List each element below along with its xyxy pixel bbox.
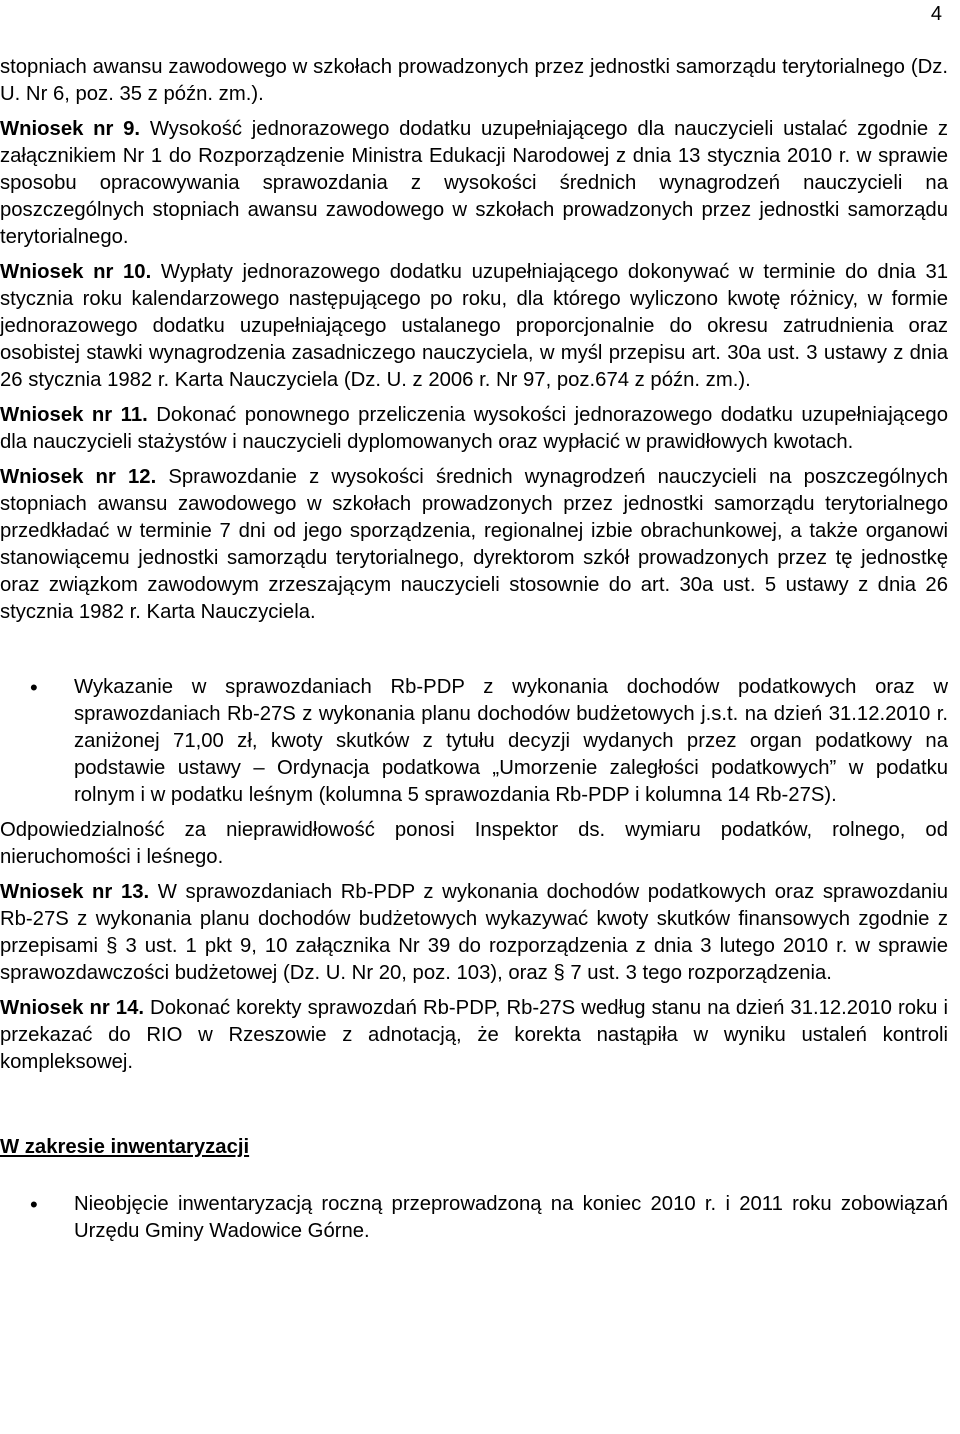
recommendation-9 [0,116,948,251]
recommendation-text: Wysokość jednorazowego dodatku uzupełniającego dla nauczycieli ustalać zgodnie z załącznikiem Nr 1 do Rozporządzenie Ministra Edukacji Narodowej z dnia 13 stycznia 2010 r. w sprawie sposobu opracowywania sprawozdania z wysokości średnich wynagrodzeń nauczycieli na poszczególnych stopniach awansu zawodowego w szkołach prowadzonych przez jednostki samorządu terytorialnego. [0,118,948,248]
recommendation-label: Wniosek nr 10. [0,261,152,283]
inventory-findings-list [0,1191,948,1245]
recommendation-label: Wniosek nr 9. [0,118,141,140]
recommendation-11 [0,402,948,456]
recommendation-text: Sprawozdanie z wysokości średnich wynagrodzeń nauczycieli na poszczególnych stopniach awansu zawodowego w szkołach prowadzonych przez jednostki samorządu terytorialnego przedkładać w terminie 7 dni od jego sporządzenia, regionalnej izbie obrachunkowej, a także organowi stanowiącemu jednostki samorządu terytorialnego, dyrektorom szkół prowadzonych przez tę jednostkę oraz związkom zawodowym zrzeszającym nauczycieli stosownie do art. 30a ust. 5 ustawy z dnia 26 stycznia 1982 r. Karta Nauczyciela. [0,466,948,623]
recommendation-text: Dokonać korekty sprawozdań Rb-PDP, Rb-27S według stanu na dzień 31.12.2010 roku i przekazać do RIO w Rzeszowie z adnotacją, że korekta nastąpiła w wyniku ustaleń kontroli kompleksowej. [0,997,948,1073]
recommendation-label: Wniosek nr 14. [0,997,144,1019]
section-heading: W zakresie inwentaryzacji [0,1136,250,1158]
recommendation-text: Wypłaty jednorazowego dodatku uzupełniającego dokonywać w terminie do dnia 31 stycznia roku kalendarzowego następującego po roku, dla którego wyliczono kwotę różnicy, w formie jednorazowego dodatku uzupełniającego ustalanego proporcjonalnie do okresu zatrudnienia oraz osobistej stawki wynagrodzenia zasadniczego nauczyciela, w myśl przepisu art. 30a ust. 3 ustawy z dnia 26 stycznia 1982 r. Karta Nauczyciela (Dz. U. z 2006 r. Nr 97, poz.674 z późn. zm.). [0,261,949,391]
page-number: 4 [930,3,942,25]
document-body [0,54,948,1245]
finding-item: • Nieobjęcie inwentaryzacją roczną przeprowadzoną na koniec 2010 r. i 2011 roku zobowiązań Urzędu Gminy Wadowice Górne. [0,1191,948,1245]
paragraph-continuation: stopniach awansu zawodowego w szkołach prowadzonych przez jednostki samorządu terytorialnego (Dz. U. Nr 6, poz. 35 z późn. zm.). [0,56,948,105]
recommendation-10 [0,259,948,394]
recommendation-12 [0,464,948,626]
finding-item: • Wykazanie w sprawozdaniach Rb-PDP z wykonania dochodów podatkowych oraz w sprawozdaniach Rb-27S z wykonania planu dochodów budżetowych j.s.t. na dzień 31.12.2010 r. zaniżonej 71,00 zł, kwoty skutków z tytułu decyzji wydanych przez organ podatkowy na podstawie ustawy – Ordynacja podatkowa „Umorzenie zaległości podatkowych” w podatku rolnym i w podatku leśnym (kolumna 5 sprawozdania Rb-PDP i kolumna 14 Rb-27S). [0,674,948,809]
findings-list [0,674,948,809]
recommendation-13 [0,879,948,987]
recommendation-label: Wniosek nr 13. [0,881,150,903]
recommendation-label: Wniosek nr 12. [0,466,157,488]
responsibility-paragraph: Odpowiedzialność za nieprawidłowość ponosi Inspektor ds. wymiaru podatków, rolnego, od nieruchomości i leśnego. [0,819,948,868]
recommendation-14 [0,995,948,1076]
recommendation-label: Wniosek nr 11. [0,404,148,426]
recommendation-text: W sprawozdaniach Rb-PDP z wykonania dochodów podatkowych oraz sprawozdaniu Rb-27S z wykonania planu dochodów budżetowych wykazywać kwoty skutków finansowych zgodnie z przepisami § 3 ust. 1 pkt 9, 10 załącznika Nr 39 do rozporządzenia z dnia 3 lutego 2010 r. w sprawie sprawozdawczości budżetowej (Dz. U. Nr 20, poz. 103), oraz § 7 ust. 3 tego rozporządzenia. [0,881,948,984]
recommendation-text: Dokonać ponownego przeliczenia wysokości jednorazowego dodatku uzupełniającego dla nauczycieli stażystów i nauczycieli dyplomowanych oraz wypłacić w prawidłowych kwotach. [0,404,948,453]
